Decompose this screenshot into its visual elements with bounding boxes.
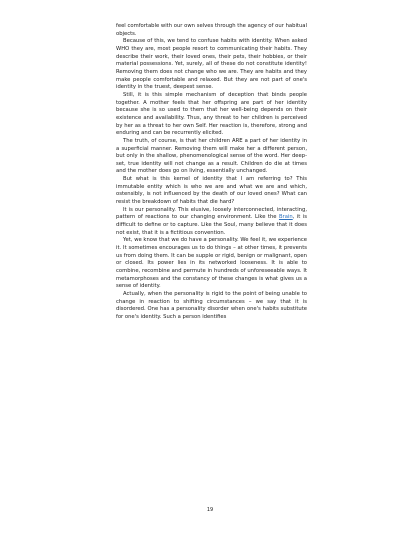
paragraph: Because of this, we tend to confuse habits with identity. When asked WHO they are, most people resort to communicating their habits. They describe their work, their loved ones, their pets, their hobbies, or their material possessions. Yet, surely, all of these do not constitute identity! Removing them does not change who we are. They are habits and they make people comfortable and relaxed. But they are not part of one's identity in the truest, deepest sense. (116, 38, 307, 91)
page-number: 19 (206, 507, 214, 513)
body-text (116, 23, 307, 322)
paragraph: The truth, of course, is that her children ARE a part of her identity in a superficial manner. Removing them will make her a different person, but only in the shallow, phenomenological sense of the word. Her deep-set, true identity will not change as a result. Children do die at times and the mother does go on living, essentially unchanged. (116, 137, 307, 175)
paragraph: Still, it is this simple mechanism of deception that binds people together. A mother feels that her offspring are part of her identity because she is so used to them that her well-being depends on their existence and availability. Thus, any threat to her children is perceived by her as a threat to her own Self. Her reaction is, therefore, strong and enduring and can be recurrently elicited. (116, 91, 307, 137)
brain-link[interactable]: Brain (278, 214, 293, 221)
paragraph: Actually, when the personality is rigid to the point of being unable to change in reaction to shifting circumstances – we say that it is disordered. One has a personality disorder when one's habits substitute for one's identity. Such a person identifies (116, 290, 307, 320)
paragraph: feel comfortable with our own selves through the agency of our habitual objects. (116, 23, 307, 37)
paragraph-text: , it is difficult to define or to capture. Like the Soul, many believe that it does not exist, that it is a fictitious convention. (116, 214, 308, 236)
paragraph-text: It is our personality. This elusive, loosely interconnected, interacting, pattern of reactions to our changing environment. Like the (116, 206, 307, 221)
paragraph: Yet, we know that we do have a personality. We feel it, we experience it. It sometimes encourages us to do things – at other times, it prevents us from doing them. It can be supple or rigid, benign or malignant, open or closed. Its power lies in its networked looseness. It is able to combine, recombine and permute in hundreds of unforeseeable ways. It metamorphoses and the constancy of these changes is what gives us a sense of identity. (116, 237, 307, 290)
paragraph (116, 207, 307, 238)
paragraph: But what is this kernel of identity that I am referring to? This immutable entity which is who we are and what we are and which, ostensibly, is not influenced by the death of our loved ones? What can resist the breakdown of habits that die hard? (116, 176, 307, 206)
